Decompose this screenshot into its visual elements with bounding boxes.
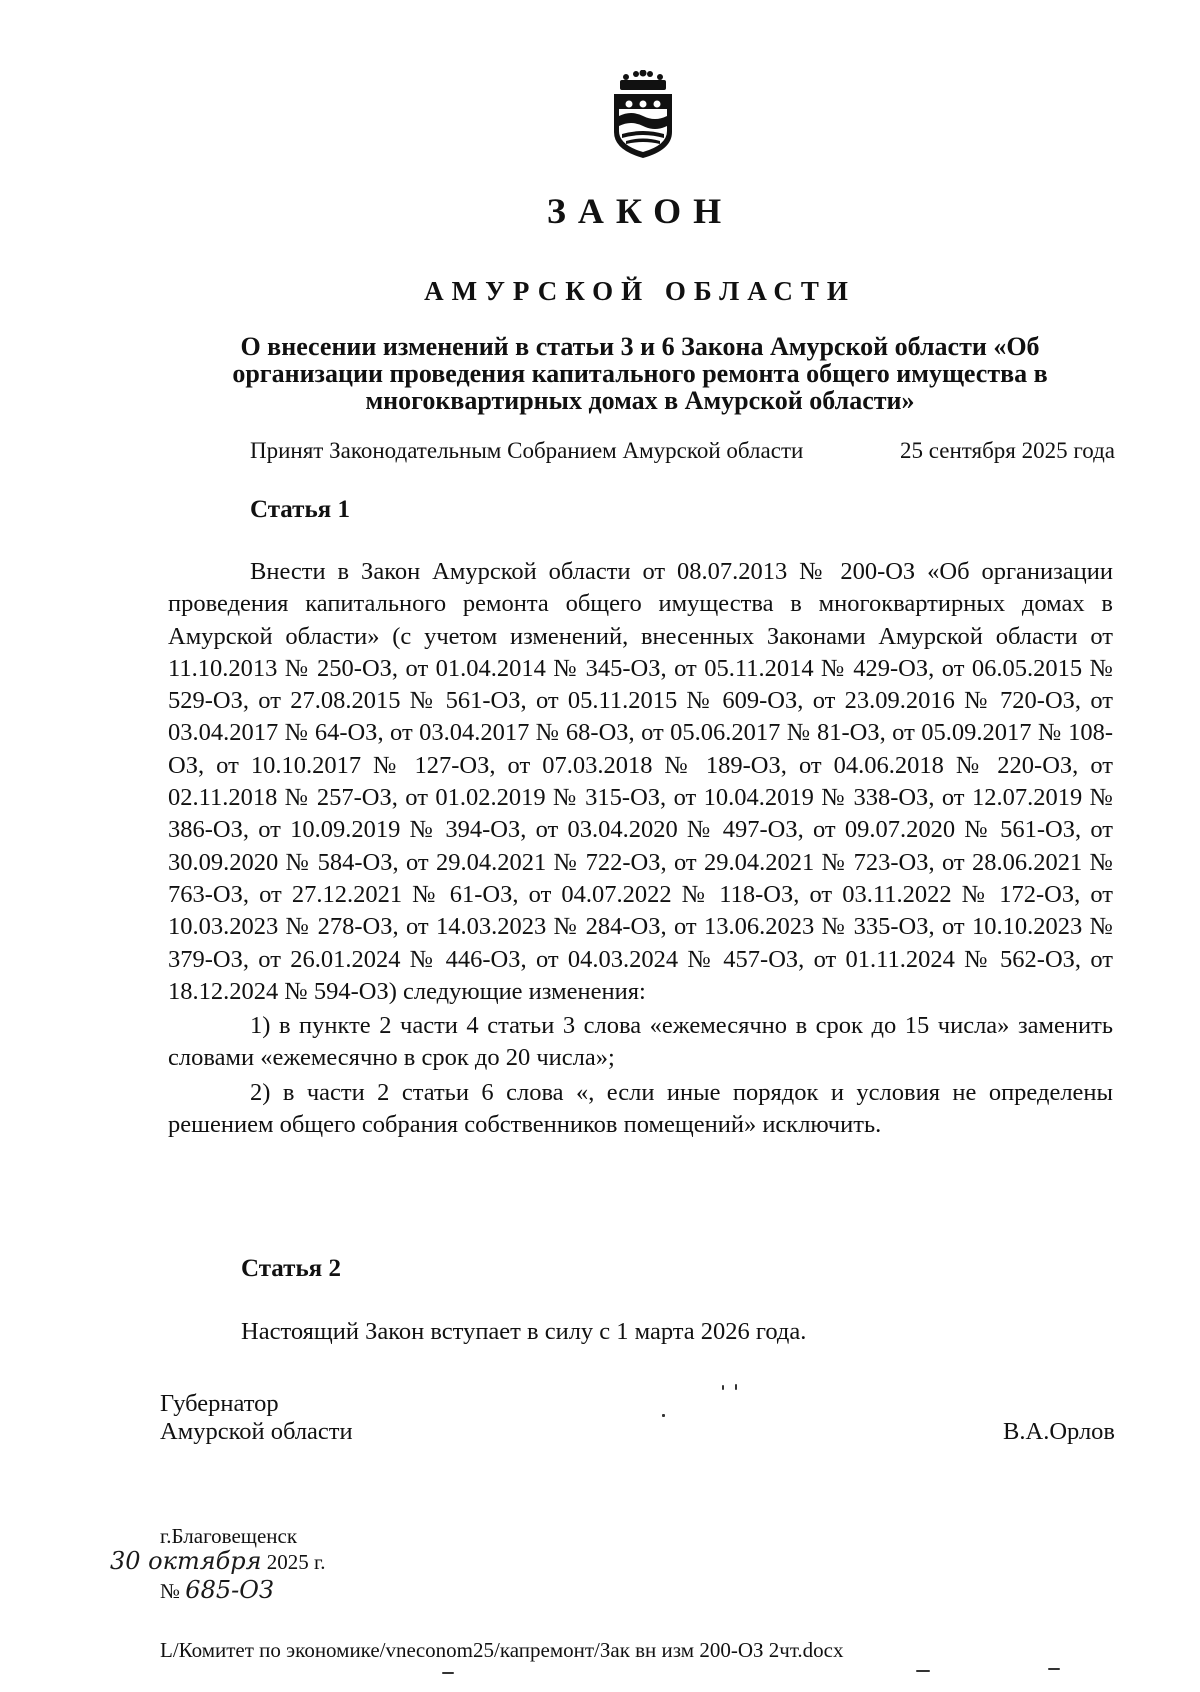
scan-speck — [442, 1672, 454, 1674]
document-subtitle: АМУРСКОЙ ОБЛАСТИ — [424, 276, 856, 306]
governor-position-line-1: Губернатор — [160, 1390, 279, 1417]
signer-name: В.А.Орлов — [1003, 1418, 1115, 1445]
article-1-item-2: 2) в части 2 статьи 6 слова «, если иные порядок и условия не определены решением общего собрания собственников помещений» исключить. — [168, 1078, 1113, 1139]
file-path-footer: L/Комитет по экономике/vneconom25/капремонт/Зак вн изм 200-ОЗ 2чт.docx — [160, 1638, 844, 1662]
adoption-text: Принят Законодательным Собранием Амурской области — [250, 438, 804, 463]
city-label: г.Благовещенск — [160, 1524, 298, 1548]
article-1-paragraph: Внести в Закон Амурской области от 08.07.2013 № 200-ОЗ «Об организации проведения капитального ремонта общего имущества в многоквартирных домах в Амурской области» (с учетом изменений, внесенных Законами Амурской области от 11.10.2013 № 250-ОЗ, от 01.04.2014 № 345-ОЗ, от 05.11.2014 № 429-ОЗ, от 06.05.2015 № 529-ОЗ, от 27.08.2015 № 561-ОЗ, от 05.11.2015 № 609-ОЗ, от 23.09.2016 № 720-ОЗ, от 03.04.2017 № 64-ОЗ, от 03.04.2017 № 68-ОЗ, от 05.06.2017 № 81-ОЗ, от 05.09.2017 № 108-ОЗ, от 10.10.2017 № 127-ОЗ, от 07.03.2018 № 189-ОЗ, от 04.06.2018 № 220-ОЗ, от 02.11.2018 № 257-ОЗ, от 01.02.2019 № 315-ОЗ, от 10.04.2019 № 338-ОЗ, от 12.07.2019 № 386-ОЗ, от 10.09.2019 № 394-ОЗ, от 03.04.2020 № 497-ОЗ, от 09.07.2020 № 561-ОЗ, от 30.09.2020 № 584-ОЗ, от 29.04.2021 № 722-ОЗ, от 29.04.2021 № 723-ОЗ, от 28.06.2021 № 763-ОЗ, от 27.12.2021 № 61-ОЗ, от 04.07.2022 № 118-ОЗ, от 03.11.2022 № 172-ОЗ, от 10.03.2023 № 278-ОЗ, от 14.03.2023 № 284-ОЗ, от 13.06.2023 № 335-ОЗ, от 10.10.2023 № 379-ОЗ, от 26.01.2024 № 446-ОЗ, от 04.03.2024 № 457-ОЗ, от 01.11.2024 № 562-ОЗ, от 18.12.2024 № 594-ОЗ) следующие изменения: — [168, 558, 1113, 1005]
handwritten-date: 30 октября — [110, 1547, 262, 1575]
coat-of-arms-emblem — [606, 70, 680, 160]
article-2-text: Настоящий Закон вступает в силу с 1 марта 2026 года. — [241, 1318, 807, 1345]
handwritten-number: 685-ОЗ — [185, 1576, 274, 1604]
article-1-body — [168, 556, 1113, 1141]
law-heading: О внесении изменений в статьи 3 и 6 Закона Амурской области «Об организации проведения капитального ремонта общего имущества в многоквартирных домах в Амурской области» — [232, 332, 1048, 415]
article-1-item-1: 1) в пункте 2 части 4 статьи 3 слова «ежемесячно в срок до 15 числа» заменить словами «ежемесячно в срок до 20 числа»; — [168, 1012, 1113, 1072]
adoption-date: 25 сентября 2025 года — [900, 438, 1115, 463]
signing-date — [110, 1547, 326, 1575]
article-2-title: Статья 2 — [241, 1255, 341, 1282]
scan-speck — [722, 1385, 724, 1390]
article-1-title: Статья 1 — [250, 496, 350, 523]
law-number — [160, 1576, 274, 1604]
governor-position — [160, 1390, 353, 1446]
document-title: ЗАКОН — [546, 191, 734, 231]
scan-speck — [735, 1384, 737, 1390]
signing-year: 2025 г. — [266, 1550, 326, 1574]
governor-position-line-2: Амурской области — [160, 1418, 353, 1445]
number-prefix: № — [160, 1579, 181, 1603]
adoption-line — [250, 438, 1115, 464]
scan-speck — [1048, 1668, 1060, 1670]
scan-speck — [662, 1414, 665, 1417]
scan-speck — [916, 1670, 930, 1672]
